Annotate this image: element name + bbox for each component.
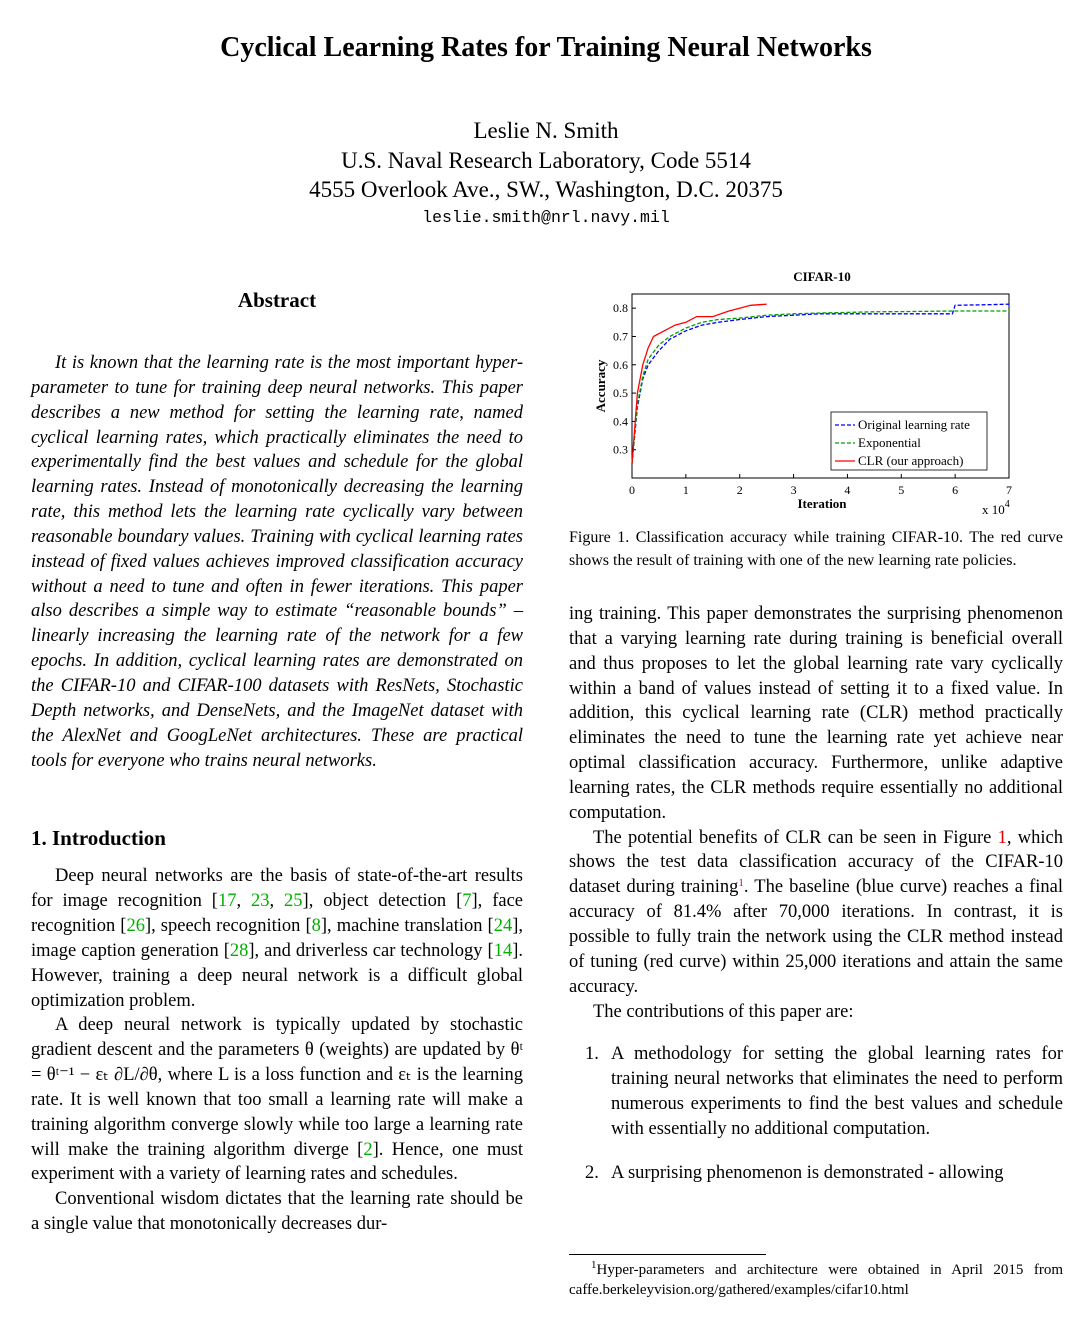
text-run: ], and driverless car technology [ <box>248 940 494 961</box>
figure-caption: Figure 1. Classification accuracy while training CIFAR-10. The red curve shows the result of training with one of the new learning rate policies. <box>569 529 1063 569</box>
footnote-text: Hyper-parameters and architecture were obtained in April 2015 from caffe.berkeleyvision.org/gathered/examples/cifar10.html <box>569 1262 1063 1298</box>
citation-link[interactable]: 17 <box>217 891 237 912</box>
citation-link[interactable]: 8 <box>311 916 321 937</box>
contributions-list <box>569 1042 1063 1185</box>
x-multiplier-exponent: 4 <box>1004 499 1010 510</box>
accuracy-chart <box>569 262 1063 522</box>
introduction-heading: 1. Introduction <box>31 826 166 851</box>
right-paragraph-1: ing training. This paper demonstrates the surprising phenomenon that a varying learning rate during training is beneficial overall and thus proposes to let the global learning rate vary cyclically within a band of values instead of setting it to a fixed value. In addition, this cyclical learning rate (CLR) method practically eliminates the need to tune the learning rate yet achieve near optimal classification accuracy. Furthermore, unlike adaptive learning rates, the CLR methods require essentially no additional computation. <box>569 604 1063 823</box>
y-axis-label: Accuracy <box>593 359 608 413</box>
footnote <box>569 1260 1063 1300</box>
y-tick-label: 0.6 <box>613 357 628 372</box>
x-tick-label: 7 <box>1006 483 1012 497</box>
footnote-ref-link[interactable]: 1 <box>738 877 744 890</box>
y-tick-label: 0.7 <box>613 329 628 344</box>
list-item-number: 1. <box>585 1044 599 1065</box>
text-run: A deep neural network is typically updated by stochastic gradient descent and the parameters θ (weights) are updated by θᵗ = θᵗ⁻¹ − εₜ ∂L/∂θ, where L is a loss function and εₜ is the learning rate. It is well known that too small a learning rate will make a training algorithm converge slowly while too large a learning rate will make the training algorithm diverge [ <box>31 1015 523 1160</box>
x-tick-label: 4 <box>844 483 851 497</box>
left-column <box>31 288 523 1237</box>
x-tick-label: 1 <box>682 483 689 497</box>
y-tick-label: 0.5 <box>613 386 628 401</box>
legend-label: Original learning rate <box>858 417 970 432</box>
text-run: The potential benefits of CLR can be seen in Figure <box>593 827 998 848</box>
text-run: ], image caption generation [ <box>31 916 523 961</box>
x-axis-label: Iteration <box>797 496 847 511</box>
legend-label: Exponential <box>858 435 921 450</box>
text-run: ], face recognition [ <box>31 891 524 937</box>
author-address: 4555 Overlook Ave., SW., Washington, D.C. 20375 <box>309 177 783 202</box>
citation-link[interactable]: 2 <box>363 1139 373 1160</box>
series-line-2 <box>632 304 767 464</box>
author-block <box>0 116 1092 205</box>
footnote-mark: 1 <box>591 1259 597 1271</box>
y-tick-label: 0.4 <box>613 414 628 429</box>
abstract-text: It is known that the learning rate is the most important hyper-parameter to tune for training deep neural networks. This paper describes a new method for setting the learning rate, named cyclical learning rates, which practically eliminates the need to experimentally find the best values and schedule for the global learning rates. Instead of monotonically decreasing the learning rate, this method lets the learning rate cyclically vary between reasonable boundary values. Training with cyclical learning rates instead of fixed values achieves improved classification accuracy without a need to tune and often in fewer iterations. This paper also describes a simple way to estimate “reasonable bounds” – linearly increasing the learning rate of the network for a few epochs. In addition, cyclical learning rates are demonstrated on the CIFAR-10 and CIFAR-100 datasets with ResNets, Stochastic Depth networks, and DenseNets, and the ImageNet dataset with the AlexNet and GoogLeNet architectures. These are practical tools for everyone who trains neural networks. <box>31 353 523 771</box>
text-run: ]. However, training a deep neural network is a difficult global optimization problem. <box>31 940 523 1011</box>
x-tick-label: 2 <box>736 483 743 497</box>
list-item-text: A methodology for setting the global learning rates for training neural networks that eliminates the need to perform numerous experiments to find the best values and schedule with essentially no additional computation. <box>611 1044 1063 1139</box>
citation-link[interactable]: 28 <box>229 940 249 961</box>
citation-link[interactable]: 26 <box>126 916 145 937</box>
x-multiplier-base: x 10 <box>982 502 1005 517</box>
author-affiliation: U.S. Naval Research Laboratory, Code 5514 <box>341 147 751 173</box>
list-item-number: 2. <box>585 1162 599 1183</box>
text-run: . The baseline (blue curve) reaches a final accuracy of 81.4% after 70,000 iterations. In contrast, it is possible to fully train the network using the CLR method instead of tuning (red curve) within 25,000 iterations and attain the same accuracy. <box>569 877 1063 997</box>
x-tick-label: 5 <box>898 483 905 497</box>
list-item <box>569 1161 1063 1186</box>
abstract-heading: Abstract <box>237 288 317 312</box>
right-paragraph-2 <box>569 826 1063 1000</box>
text-run: ]. Hence, one must experiment with a variety of learning rates and schedules. <box>31 1139 523 1185</box>
x-multiplier-label <box>982 499 1010 517</box>
intro-paragraph-2 <box>31 1013 523 1187</box>
figure-1 <box>569 262 1063 522</box>
text-run: ], object detection [ <box>302 891 463 912</box>
citation-link[interactable]: 14 <box>493 940 513 961</box>
text-run: , which shows the test data classification accuracy of the CIFAR-10 dataset during training <box>569 827 1063 898</box>
y-axis <box>613 301 636 457</box>
citation-link[interactable]: 7 <box>462 891 472 912</box>
figure-ref-link[interactable]: 1 <box>997 827 1007 848</box>
x-tick-label: 6 <box>952 483 959 497</box>
list-item-text: A surprising phenomenon is demonstrated - allowing <box>611 1162 1004 1183</box>
intro-paragraph-1: Deep neural networks are the basis of state-of-the-art results for image recognition [17, 23, 25], object detection [7], face recognition [26], speech recognition [8], machine translation [24], image caption generation [28], and driverless car technology [14]. However, training a deep neural network is a difficult global optimization problem. <box>31 866 524 1011</box>
x-tick-label: 0 <box>629 483 635 497</box>
x-tick-label: 3 <box>790 483 797 497</box>
intro-paragraph-3: Conventional wisdom dictates that the learning rate should be a single value that monotonically decreases dur- <box>31 1189 523 1235</box>
author-email[interactable]: leslie.smith@nrl.navy.mil <box>422 208 670 227</box>
right-paragraph-3: The contributions of this paper are: <box>593 1001 854 1022</box>
citation-link[interactable]: 24 <box>493 916 513 937</box>
citation-link[interactable]: 25 <box>284 891 303 912</box>
text-run: Deep neural networks are the basis of state-of-the-art results for image recognition [ <box>31 866 523 912</box>
legend-label: CLR (our approach) <box>858 453 964 468</box>
citation-link[interactable]: 23 <box>251 891 270 912</box>
x-axis <box>629 474 1012 497</box>
right-column <box>569 262 1063 1205</box>
paper-title: Cyclical Learning Rates for Training Neural Networks <box>220 32 872 63</box>
text-run: ], speech recognition [ <box>144 916 312 937</box>
author-name: Leslie N. Smith <box>473 118 619 143</box>
y-tick-label: 0.8 <box>613 301 628 316</box>
text-run: ], machine translation [ <box>320 916 494 937</box>
footnote-divider <box>569 1254 766 1255</box>
list-item <box>569 1042 1063 1141</box>
chart-legend <box>831 412 987 470</box>
y-tick-label: 0.3 <box>613 442 628 457</box>
chart-title: CIFAR-10 <box>793 269 851 284</box>
